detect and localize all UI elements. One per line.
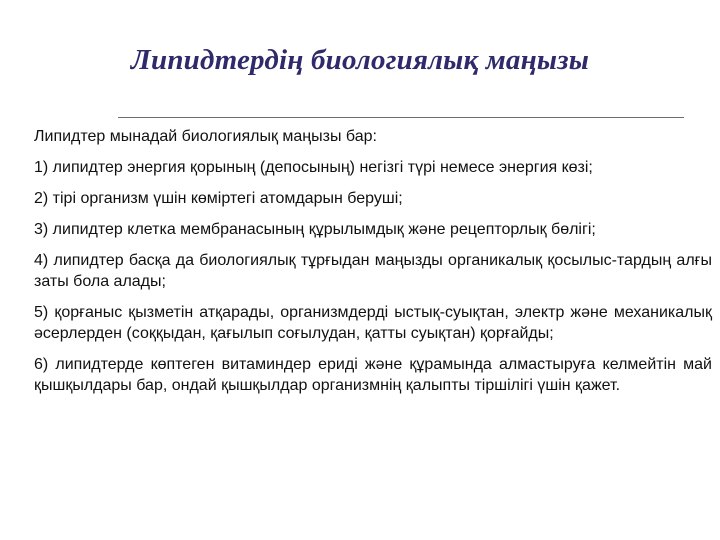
list-item-2: 2) тірі организм үшін көміртегі атомдарын беруші;	[34, 190, 403, 207]
title-divider	[118, 117, 684, 118]
list-item-4: 4) липидтер басқа да биологиялық тұрғыдан маңызды органикалық қосылыс-тардың алғы заты бола алады;	[34, 252, 712, 290]
list-item-6: 6) липидтерде көптеген витаминдер ериді және құрамында алмастыруға келмейтін май қышқылдары бар, ондай қышқылдар организмнің қалыпты тіршілігі үшін қажет.	[34, 356, 712, 394]
intro-text: Липидтер мынадай биологиялық маңызы бар:	[34, 128, 377, 145]
slide-title: Липидтердің биологиялық маңызы	[130, 44, 590, 76]
slide-body	[34, 126, 712, 406]
list-item-3: 3) липидтер клетка мембранасының құрылымдық және рецепторлық бөлігі;	[34, 221, 596, 238]
list-item-5: 5) қорғаныс қызметін атқарады, организмдерді ыстық-суықтан, электр және механикалық әсерлерден (соққыдан, қағылып соғылудан, қатты суықтан) қорғайды;	[34, 304, 712, 342]
list-item-1: 1) липидтер энергия қорының (депосының) негізгі түрі немесе энергия көзі;	[34, 159, 593, 176]
